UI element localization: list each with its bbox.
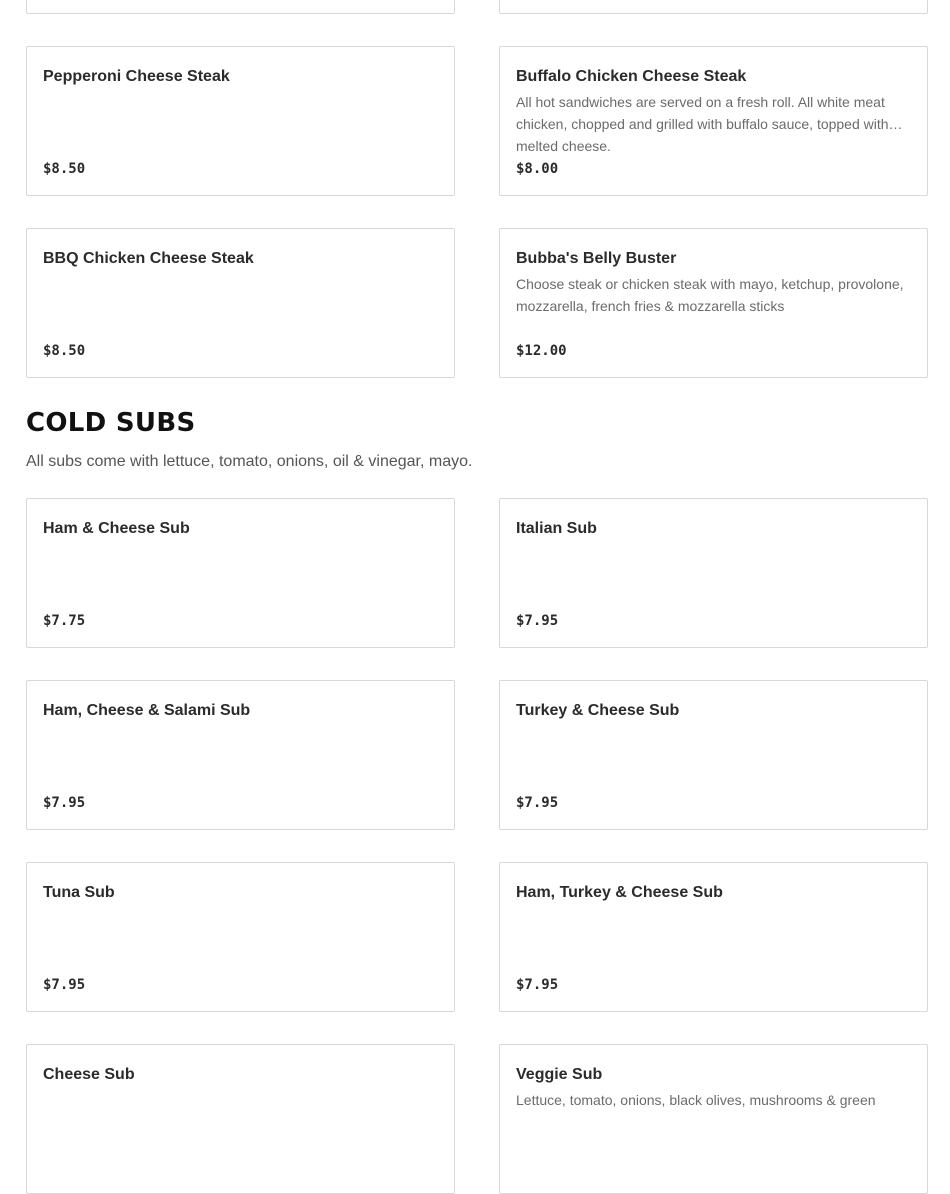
menu-item-name: Ham, Turkey & Cheese Sub bbox=[516, 884, 723, 901]
menu-item-price: $12.00 bbox=[516, 343, 567, 359]
menu-item-card[interactable] bbox=[26, 680, 455, 830]
menu-item-card[interactable] bbox=[499, 1044, 928, 1194]
section-description: All subs come with lettuce, tomato, onions, oil & vinegar, mayo. bbox=[26, 453, 473, 470]
section-title: COLD SUBS bbox=[26, 408, 196, 438]
menu-item-card[interactable] bbox=[499, 0, 928, 14]
menu-item-name: Pepperoni Cheese Steak bbox=[43, 68, 230, 85]
menu-item-card[interactable] bbox=[26, 46, 455, 196]
menu-item-name: Ham, Cheese & Salami Sub bbox=[43, 702, 251, 719]
menu-item-card[interactable] bbox=[26, 498, 455, 648]
menu-item-card[interactable] bbox=[499, 498, 928, 648]
menu-item-name: BBQ Chicken Cheese Steak bbox=[43, 250, 254, 267]
menu-item-name: Ham & Cheese Sub bbox=[43, 520, 190, 537]
menu-item-price: $7.95 bbox=[43, 977, 86, 993]
menu-item-name: Turkey & Cheese Sub bbox=[516, 702, 680, 719]
menu-item-card[interactable] bbox=[26, 862, 455, 1012]
menu-item-description: Choose steak or chicken steak with mayo, ketchup, provolone, mozzarella, french fries & mozzarella sticks bbox=[516, 276, 904, 314]
menu-item-price: $7.95 bbox=[43, 795, 86, 811]
menu-item-name: Bubba's Belly Buster bbox=[516, 250, 677, 267]
menu-item-card[interactable] bbox=[499, 46, 928, 196]
menu-item-name: Veggie Sub bbox=[516, 1066, 603, 1083]
menu-item-description: All hot sandwiches are served on a fresh roll. All white meat chicken, chopped and grilled with buffalo sauce, topped with melted cheese. bbox=[516, 94, 889, 154]
menu-item-card[interactable] bbox=[26, 1044, 455, 1194]
menu-item-name: Cheese Sub bbox=[43, 1066, 135, 1083]
menu-item-price: $7.95 bbox=[516, 795, 559, 811]
menu-item-price: $7.75 bbox=[43, 613, 86, 629]
menu-item-card[interactable] bbox=[26, 0, 455, 14]
menu-item-card[interactable] bbox=[499, 228, 928, 378]
menu-item-card[interactable] bbox=[26, 228, 455, 378]
menu-item-card[interactable] bbox=[499, 862, 928, 1012]
menu-item-name: Buffalo Chicken Cheese Steak bbox=[516, 68, 747, 85]
menu-item-price: $7.95 bbox=[516, 977, 559, 993]
menu-item-price: $8.00 bbox=[516, 161, 559, 177]
menu-item-description: Lettuce, tomato, onions, black olives, mushrooms & green bbox=[516, 1092, 876, 1108]
menu-item-name: Italian Sub bbox=[516, 520, 597, 537]
menu-item-card[interactable] bbox=[499, 680, 928, 830]
menu-item-name: Tuna Sub bbox=[43, 884, 115, 901]
menu-item-price: $8.50 bbox=[43, 343, 86, 359]
menu-item-price: $8.50 bbox=[43, 161, 86, 177]
menu-item-price: $7.95 bbox=[516, 613, 559, 629]
